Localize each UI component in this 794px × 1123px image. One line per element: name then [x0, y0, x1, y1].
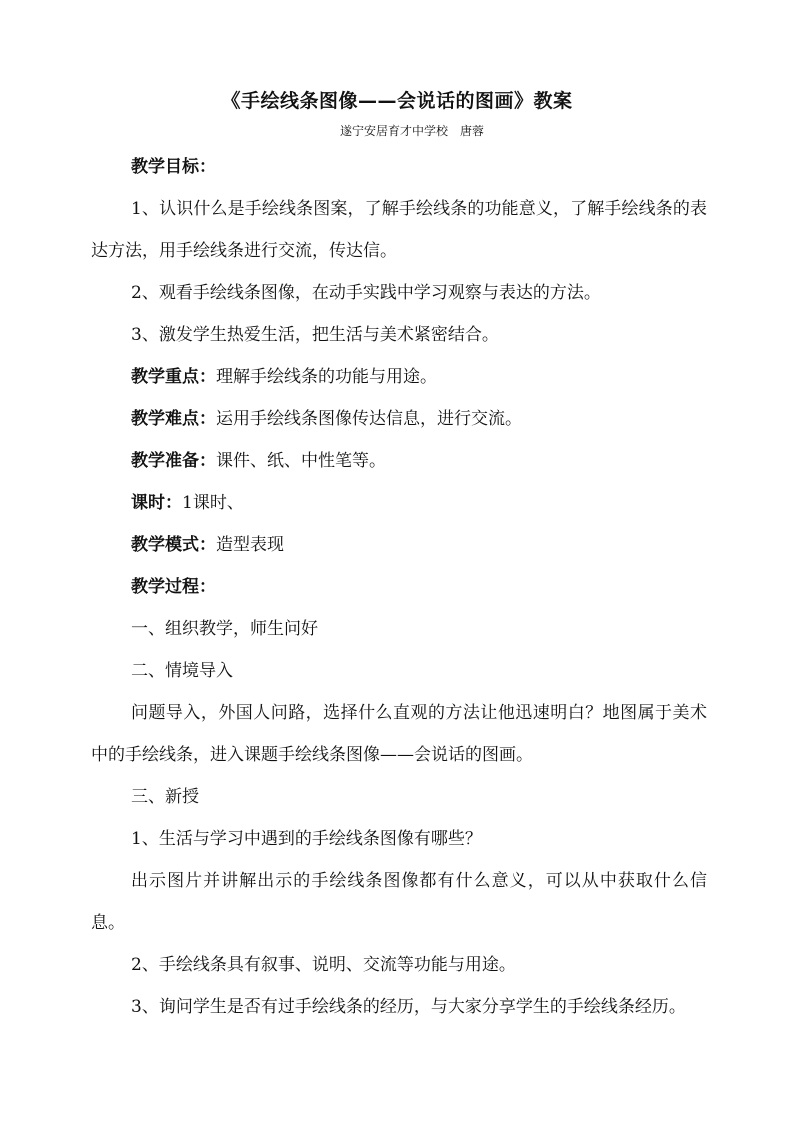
focus-label: 教学重点：: [131, 367, 216, 387]
goal-item-1: 1、认识什么是手绘线条图案，了解手绘线条的功能意义，了解手绘线条的表达方法，用手绘线条进行交流，传达信。: [91, 199, 707, 261]
step-1: 一、组织教学，师生问好: [131, 619, 318, 639]
new-item-1-detail: 出示图片并讲解出示的手绘线条图像都有什么意义，可以从中获取什么信息。: [91, 871, 707, 933]
focus-text: 理解手绘线条的功能与用途。: [216, 367, 437, 387]
focus-row: [91, 356, 707, 398]
difficulty-row: [91, 398, 707, 440]
prep-text: 课件、纸、中性笔等。: [216, 451, 386, 471]
hours-row: [91, 482, 707, 524]
new-item-2: 2、手绘线条具有叙事、说明、交流等功能与用途。: [131, 955, 516, 975]
mode-text: 造型表现: [216, 535, 284, 555]
new-item-3: 3、询问学生是否有过手绘线条的经历，与大家分享学生的手绘线条经历。: [131, 997, 686, 1017]
goal-item-2: 2、观看手绘线条图像，在动手实践中学习观察与表达的方法。: [131, 283, 601, 303]
new-item-1: 1、生活与学习中遇到的手绘线条图像有哪些？: [131, 829, 482, 849]
prep-row: [91, 440, 707, 482]
page-title: 《手绘线条图像——会说话的图画》教案: [221, 90, 573, 112]
goals-heading: 教学目标：: [131, 157, 216, 177]
difficulty-label: 教学难点：: [131, 409, 216, 429]
hours-label: 课时：: [131, 493, 182, 513]
intro-text: 问题导入，外国人问路，选择什么直观的方法让他迅速明白？地图属于美术中的手绘线条，进入课题手绘线条图像——会说话的图画。: [91, 703, 707, 765]
mode-row: [91, 524, 707, 566]
author-line: 遂宁安居育才中学校 唐蓉: [339, 124, 484, 138]
document-body: [91, 146, 707, 1028]
mode-label: 教学模式：: [131, 535, 216, 555]
step-3: 三、新授: [131, 787, 199, 807]
process-heading: 教学过程：: [131, 577, 216, 597]
prep-label: 教学准备：: [131, 451, 216, 471]
goal-item-3: 3、激发学生热爱生活，把生活与美术紧密结合。: [131, 325, 499, 345]
step-2: 二、情境导入: [131, 661, 233, 681]
hours-text: 1课时、: [182, 493, 244, 513]
difficulty-text: 运用手绘线条图像传达信息，进行交流。: [216, 409, 522, 429]
